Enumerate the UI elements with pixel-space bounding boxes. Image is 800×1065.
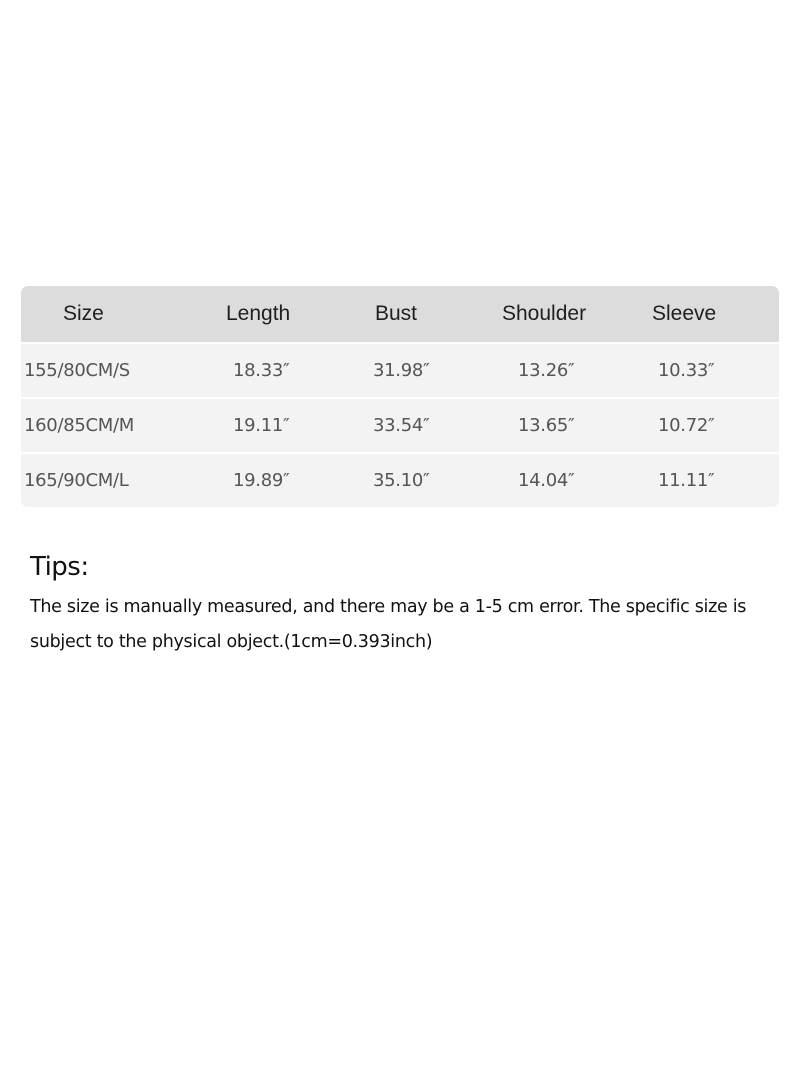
header-bust: Bust [375,302,418,325]
cell-length: 19.89″ [233,470,290,491]
cell-sleeve: 10.72″ [658,415,715,436]
cell-length: 19.11″ [233,415,290,436]
tips-heading: Tips: [30,552,89,582]
cell-shoulder: 14.04″ [518,470,575,491]
cell-size: 165/90CM/L [24,470,129,491]
table-row [21,344,779,397]
table-header-row [21,286,779,342]
header-shoulder: Shoulder [502,302,587,325]
cell-shoulder: 13.65″ [518,415,575,436]
header-length: Length [226,302,291,325]
cell-sleeve: 10.33″ [658,360,715,381]
cell-length: 18.33″ [233,360,290,381]
header-size: Size [63,302,104,325]
size-chart-table [21,286,779,507]
cell-size: 160/85CM/M [24,415,135,436]
cell-size: 155/80CM/S [24,360,130,381]
table-row [21,399,779,452]
cell-bust: 35.10″ [373,470,430,491]
cell-bust: 33.54″ [373,415,430,436]
tips-text: The size is manually measured, and there may be a 1-5 cm error. The specific size is subject to the physical object.(1cm=0.393inch) [30,597,747,652]
cell-bust: 31.98″ [373,360,430,381]
cell-shoulder: 13.26″ [518,360,575,381]
header-sleeve: Sleeve [652,302,717,325]
cell-sleeve: 11.11″ [658,470,715,491]
table-row [21,454,779,507]
